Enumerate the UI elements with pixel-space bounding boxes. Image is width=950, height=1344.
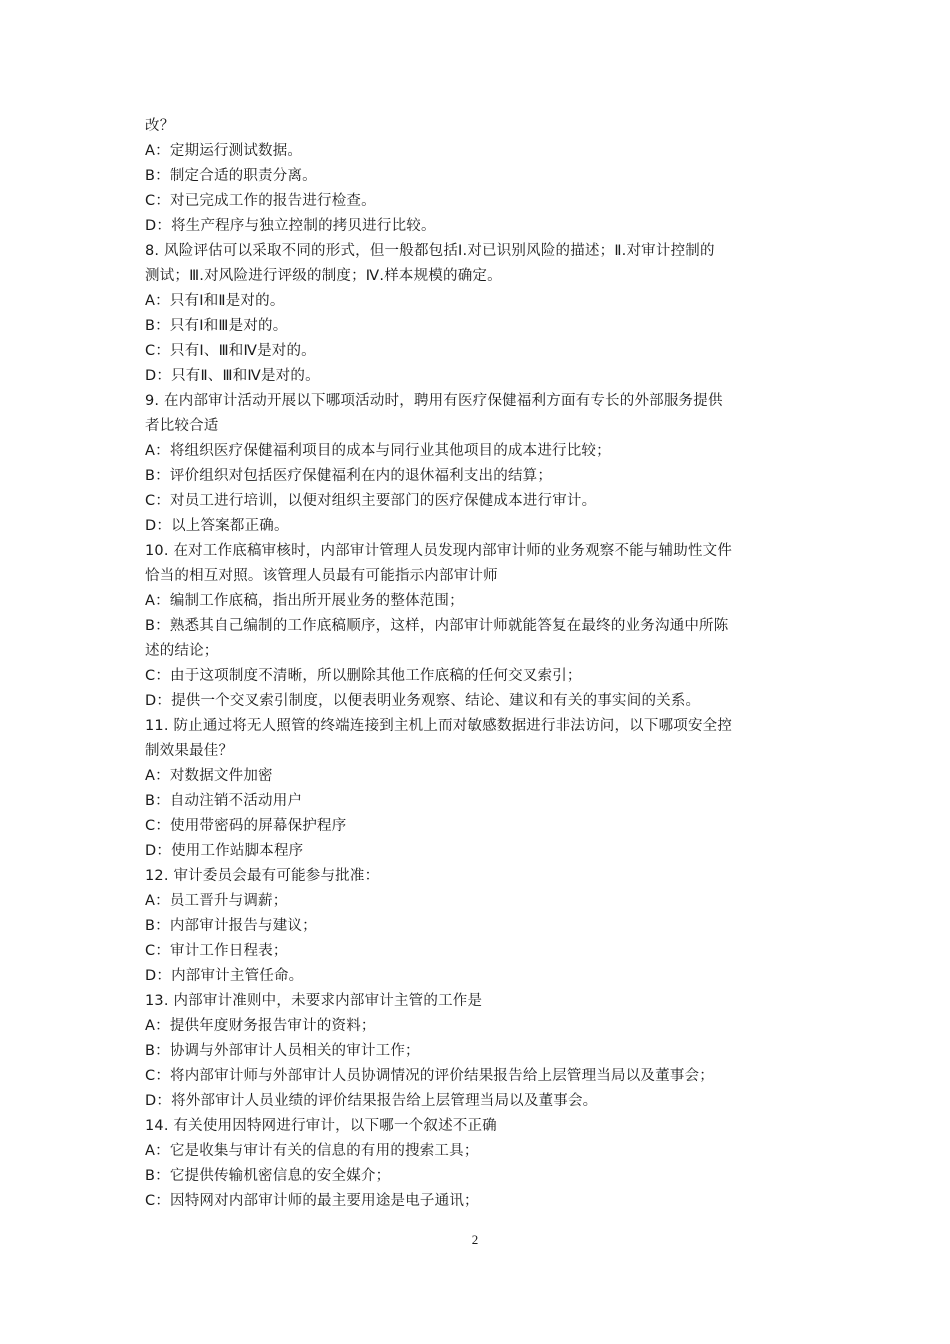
answer-option: D：提供一个交叉索引制度，以便表明业务观察、结论、建议和有关的事实间的关系。 (145, 693, 701, 709)
question-line: 制效果最佳？ (145, 743, 234, 759)
answer-option: A：将组织医疗保健福利项目的成本与同行业其他项目的成本进行比较； (145, 443, 611, 459)
answer-option: D：将外部审计人员业绩的评价结果报告给上层管理当局以及董事会。 (145, 1093, 598, 1109)
question-line: 测试；Ⅲ.对风险进行评级的制度；Ⅳ.样本规模的确定。 (145, 268, 502, 284)
answer-option: B：制定合适的职责分离。 (145, 168, 317, 184)
answer-option: B：评价组织对包括医疗保健福利在内的退休福利支出的结算； (145, 468, 553, 484)
answer-option: C：对员工进行培训，以便对组织主要部门的医疗保健成本进行审计。 (145, 493, 597, 509)
question-line: 12. 审计委员会最有可能参与批准： (145, 868, 380, 884)
answer-option: C：只有Ⅰ、Ⅲ和Ⅳ是对的。 (145, 343, 316, 359)
question-line: 者比较合适 (145, 418, 219, 434)
question-line: 13. 内部审计准则中，未要求内部审计主管的工作是 (145, 993, 483, 1009)
answer-option: B：自动注销不活动用户 (145, 793, 303, 809)
answer-option: A：员工晋升与调薪； (145, 893, 288, 909)
answer-option: C：将内部审计师与外部审计人员协调情况的评价结果报告给上层管理当局以及董事会； (145, 1068, 714, 1084)
page-number: 2 (471, 1232, 479, 1247)
answer-option: C：使用带密码的屏幕保护程序 (145, 818, 347, 834)
answer-option: C：对已完成工作的报告进行检查。 (145, 193, 376, 209)
answer-option: A：编制工作底稿，指出所开展业务的整体范围； (145, 593, 464, 609)
question-line: 8. 风险评估可以采取不同的形式，但一般都包括Ⅰ.对已识别风险的描述；Ⅱ.对审计控制的 (145, 243, 715, 259)
question-line: 10. 在对工作底稿审核时，内部审计管理人员发现内部审计师的业务观察不能与辅助性文件 (145, 543, 733, 559)
answer-option: A：定期运行测试数据。 (145, 143, 303, 159)
answer-option: C：因特网对内部审计师的最主要用途是电子通讯； (145, 1193, 479, 1209)
answer-option: D：以上答案都正确。 (145, 518, 289, 534)
question-line: 9. 在内部审计活动开展以下哪项活动时，聘用有医疗保健福利方面有专长的外部服务提供 (145, 393, 723, 409)
document-body (145, 114, 810, 1214)
answer-option: B：内部审计报告与建议； (145, 918, 317, 934)
answer-option: D：使用工作站脚本程序 (145, 843, 304, 859)
answer-option: A：只有Ⅰ和Ⅱ是对的。 (145, 293, 285, 309)
text-line: 改？ (145, 118, 175, 134)
answer-option: B：协调与外部审计人员相关的审计工作； (145, 1043, 420, 1059)
answer-option: A：提供年度财务报告审计的资料； (145, 1018, 376, 1034)
answer-option: D：内部审计主管任命。 (145, 968, 304, 984)
answer-option-continued: 述的结论； (145, 643, 219, 659)
answer-option: B：它提供传输机密信息的安全媒介； (145, 1168, 391, 1184)
answer-option: C：审计工作日程表； (145, 943, 288, 959)
answer-option: A：它是收集与审计有关的信息的有用的搜索工具； (145, 1143, 479, 1159)
answer-option: C：由于这项制度不清晰，所以删除其他工作底稿的任何交叉索引； (145, 668, 582, 684)
answer-option: B：熟悉其自己编制的工作底稿顺序，这样，内部审计师就能答复在最终的业务沟通中所陈 (145, 618, 729, 634)
answer-option: A：对数据文件加密 (145, 768, 273, 784)
answer-option: B：只有Ⅰ和Ⅲ是对的。 (145, 318, 288, 334)
question-line: 恰当的相互对照。该管理人员最有可能指示内部审计师 (145, 568, 498, 584)
question-line: 11. 防止通过将无人照管的终端连接到主机上而对敏感数据进行非法访问，以下哪项安全控 (145, 718, 733, 734)
answer-option: D：只有Ⅱ、Ⅲ和Ⅳ是对的。 (145, 368, 320, 384)
question-line: 14. 有关使用因特网进行审计，以下哪一个叙述不正确 (145, 1118, 497, 1134)
answer-option: D：将生产程序与独立控制的拷贝进行比较。 (145, 218, 436, 234)
